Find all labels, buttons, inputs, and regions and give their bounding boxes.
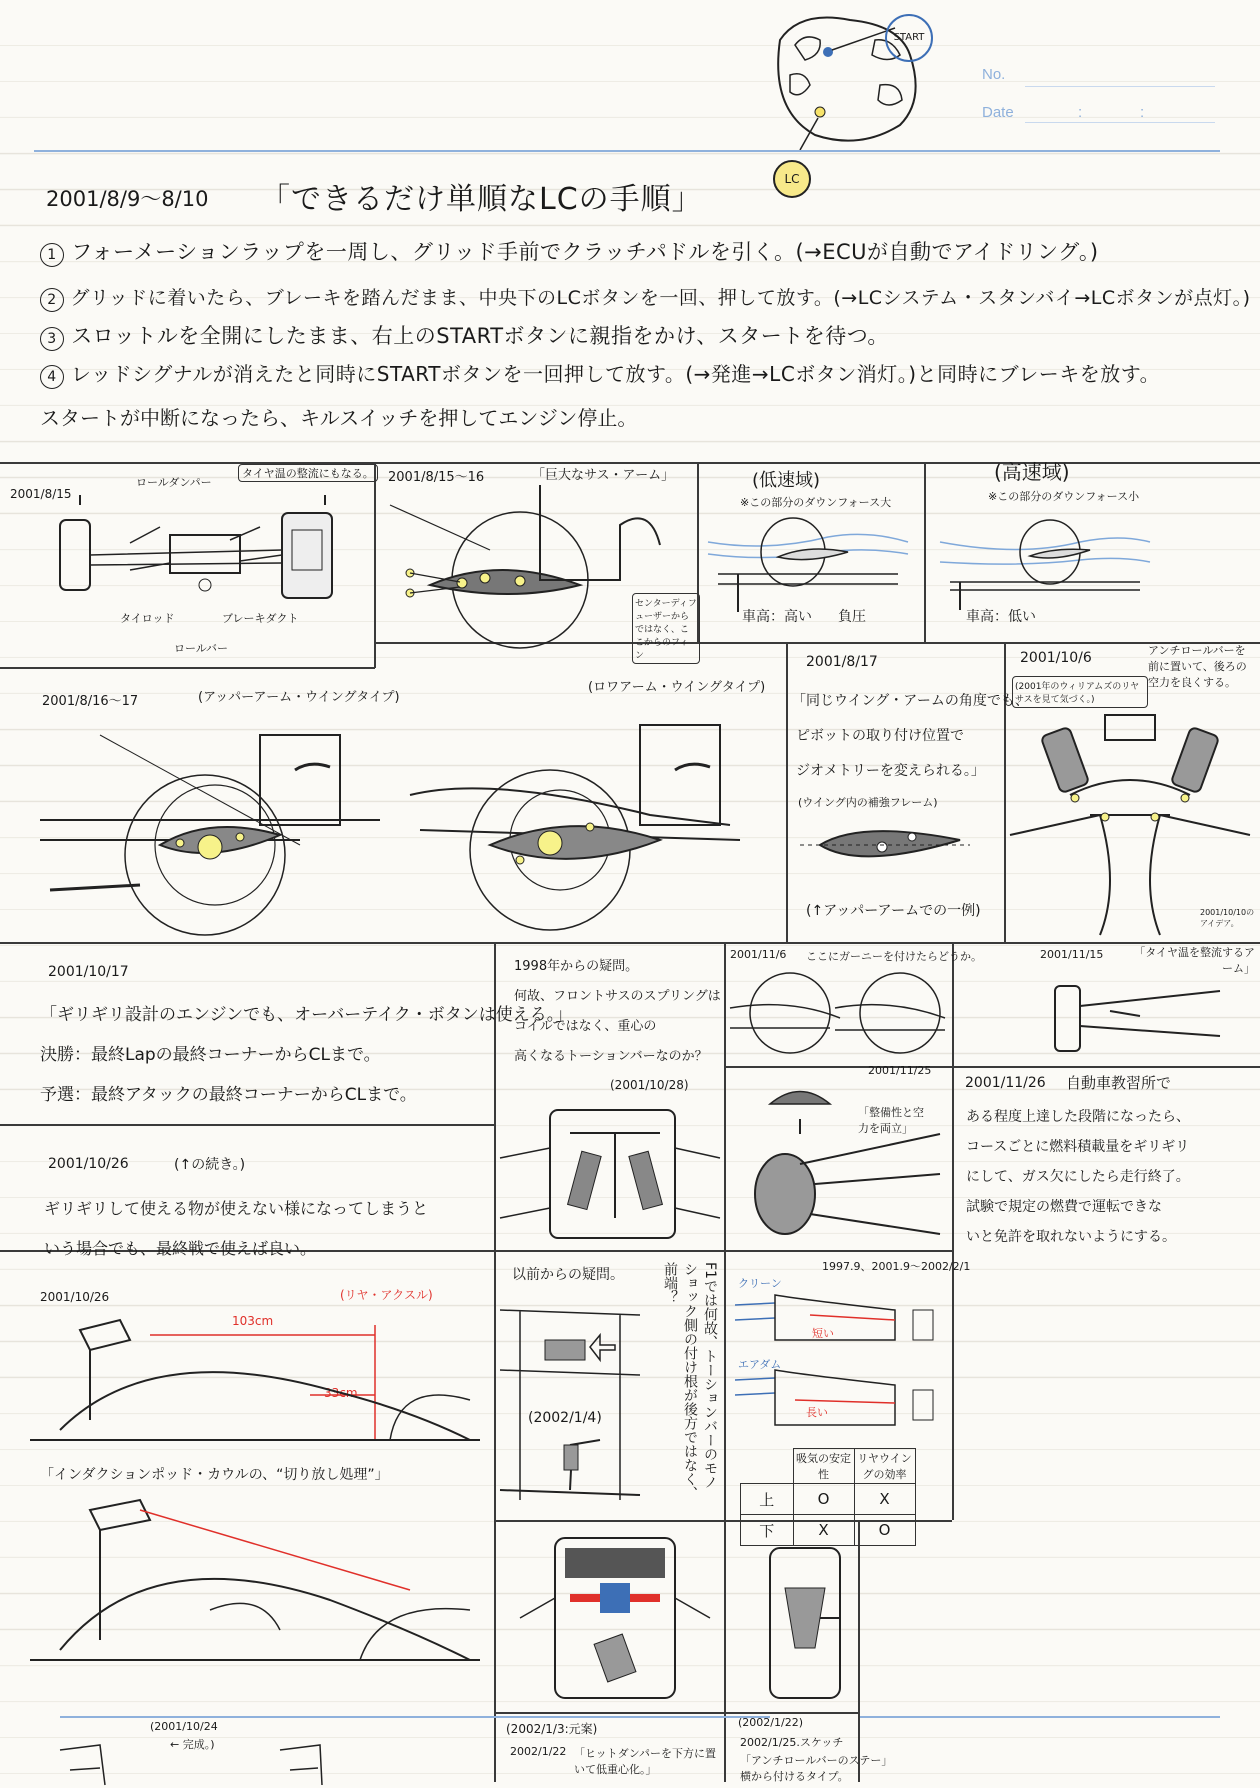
no-line [1025, 86, 1215, 87]
step-number: 1 [40, 243, 64, 267]
p20-stay-sketch [760, 1528, 850, 1708]
p14-text: (↑の続き。) [174, 1157, 246, 1173]
p4-title: (高速域) [994, 460, 1070, 484]
p3-sub: ※この部分のダウンフォース大 [740, 496, 892, 509]
date-sep-1: : [1078, 104, 1083, 121]
p4-wing-sketch [940, 512, 1160, 612]
rule [0, 942, 1260, 944]
p12-date: 2001/11/25 [868, 1064, 932, 1077]
rule [858, 1520, 860, 1782]
p17-date: 1997.9、2001.9～2002/2/1 [822, 1260, 971, 1273]
p12-text: 「整備性と空力を両立」 [858, 1106, 924, 1135]
rule [494, 942, 496, 1782]
table-cell: X [793, 1515, 854, 1546]
p11-arm-sketch [1050, 976, 1240, 1061]
rule [924, 462, 926, 642]
p13-line6: いと免許を取れないようにする。 [966, 1229, 1176, 1245]
p16-sketch [500, 1290, 650, 1515]
p6-wing-frame-sketch [800, 815, 970, 875]
p8-date: 2001/10/17 [48, 964, 129, 980]
p13-line2: ある程度上達した段階になったら、 [966, 1109, 1190, 1125]
date-label: Date [982, 104, 1014, 121]
p3-title: (低速域) [752, 470, 821, 491]
p19-damper-sketch [520, 1528, 710, 1708]
p5-left-sketch [40, 725, 390, 935]
step-text: レッドシグナルが消えたと同時にSTARTボタンを一回押して放す。(→発進→LCボタン消灯。)と同時にブレーキを放す。 [70, 362, 1161, 386]
p10-date: 2001/11/6 [730, 948, 787, 961]
p18-done: ← 完成。) [170, 1738, 215, 1751]
p19-text: 「ヒットダンパーを下方に置いて低重心化。」 [574, 1747, 717, 1776]
p9-text3: コイルではなく、重心の [514, 1019, 657, 1034]
rule [724, 1712, 858, 1714]
step-1 [40, 236, 1099, 267]
table-cell [741, 1449, 794, 1484]
p9-text4: 高くなるトーションバーなのか？ [514, 1049, 708, 1064]
step-number: 2 [40, 288, 64, 312]
rule [374, 642, 1260, 644]
p16-vertical: F1では何故、トーションバーのモノショック側の付け根が後方ではなく、前端？ [662, 1262, 718, 1500]
p18-date: (2001/10/24 [150, 1720, 218, 1733]
step-4 [40, 358, 1160, 389]
p10-gurney-sketch [730, 968, 945, 1063]
p1-label-rollbar: ロールバー [174, 642, 229, 655]
p6-text3: ジオメトリーを変えられる。」 [796, 763, 985, 779]
p13-line3: コースごとに燃料積載量をギリギリ [966, 1139, 1190, 1155]
p20-text2: 横から付けるタイプ。 [740, 1770, 849, 1783]
p17-sketch [735, 1285, 945, 1435]
p18-sketch [60, 1730, 440, 1785]
p9-text1: 1998年からの疑問。 [514, 959, 639, 974]
table-header-row [741, 1449, 916, 1484]
p17-label-long: 長い [806, 1406, 828, 1419]
step-number: 4 [40, 365, 64, 389]
step-2 [40, 283, 1251, 312]
p2-title: 「巨大なサス・アーム」 [532, 468, 675, 483]
lc-badge: LC [773, 160, 811, 198]
rule [0, 1124, 495, 1126]
p10-text: ここにガーニーを付けたらどうか。 [806, 950, 982, 963]
p13-line1: 自動車教習所で [1066, 1074, 1172, 1092]
step-note: スタートが中断になったら、キルスイッチを押してエンジン停止。 [40, 406, 638, 430]
table-row [741, 1484, 916, 1515]
rule [0, 667, 375, 669]
p15-cowl-sketch-2 [30, 1490, 480, 1680]
rule [952, 1066, 954, 1252]
p6-caption: (↑アッパーアームでの一例) [806, 903, 981, 919]
p6-text2: ピボットの取り付け位置で [796, 728, 964, 744]
p1-label-rolldamper: ロールダンパー [136, 476, 212, 489]
p13-line5: 試験で規定の燃費で運転できな [966, 1199, 1162, 1215]
p11-text: 「タイヤ温を整流するアーム」 [1134, 946, 1255, 975]
p15-date: 2001/10/26 [40, 1290, 110, 1304]
p13-date: 2001/11/26 [965, 1075, 1046, 1091]
p19-date2: 2002/1/22 [510, 1745, 567, 1758]
p3-wing-sketch [708, 512, 918, 617]
p5-date: 2001/8/16～17 [42, 694, 139, 709]
p6-text1: 「同じウイング・アームの角度でも、 [792, 693, 1029, 709]
table-cell: 下 [741, 1515, 794, 1546]
p7-antiroll-sketch [1010, 705, 1250, 935]
p15-red-label: (リヤ・アクスル) [340, 1288, 433, 1302]
p6-sub: (ウイング内の補強フレーム) [798, 796, 938, 809]
p19-date1: (2002/1/3:元案) [506, 1722, 598, 1736]
p4-sub: ※この部分のダウンフォース小 [988, 490, 1140, 503]
p9-torsion-sketch [500, 1098, 720, 1248]
rule [1004, 642, 1006, 942]
p9-date: (2001/10/28) [610, 1078, 689, 1092]
p3-label-neg: 負圧 [838, 609, 866, 625]
p7-date: 2001/10/6 [1020, 650, 1092, 666]
p8-line2: 決勝：最終Lapの最終コーナーからCLまで。 [40, 1045, 381, 1065]
table-cell: O [854, 1515, 915, 1546]
table-cell: O [793, 1484, 854, 1515]
step-text: フォーメーションラップを一周し、グリッド手前でクラッチパドルを引く。(→ECUが自動でアイドリング。) [71, 240, 1099, 264]
date-line [1025, 122, 1215, 123]
p12-sketch [740, 1074, 950, 1244]
p20-text: 「アンチロールバーのステー」 [740, 1754, 893, 1767]
p20-date2: 2002/1/25.スケッチ [740, 1736, 844, 1749]
p1-label-tierod: タイロッド [120, 612, 175, 625]
p1-suspension-sketch [60, 495, 360, 615]
table-cell: 上 [741, 1484, 794, 1515]
footer-rule [860, 1716, 1220, 1718]
p5-left-title: (アッパーアーム・ウイングタイプ) [198, 690, 400, 705]
p3-label-height: 車高：高い [742, 609, 812, 625]
rule [786, 642, 788, 942]
p1-date: 2001/8/15 [10, 487, 72, 501]
date-sep-2: : [1140, 104, 1145, 121]
header-rule [34, 150, 1220, 152]
footer-rule [60, 1716, 770, 1718]
p14-date: 2001/10/26 [48, 1156, 129, 1172]
p1-label-brakeduct: ブレーキダクト [222, 612, 299, 625]
rule [374, 462, 376, 668]
no-label: No. [982, 66, 1006, 83]
p1-label-tire: タイヤ温の整流にもなる。 [238, 464, 378, 482]
p8-line1: 「ギリギリ設計のエンジンでも、オーバーテイク・ボタンは使える。」 [40, 1005, 573, 1025]
p4-label-height: 車高：低い [966, 609, 1036, 625]
p15-dim2: 33cm [324, 1386, 358, 1400]
p5-right-sketch [410, 715, 740, 930]
p17-label-short: 短い [812, 1327, 834, 1340]
p17-label-air: エアダム [738, 1358, 782, 1371]
p14-line1: ギリギリして使える物が使えない様になってしまうと [44, 1199, 429, 1218]
p17-label-clean: クリーン [738, 1277, 782, 1290]
p6-date: 2001/8/17 [806, 654, 878, 670]
table-cell: X [854, 1484, 915, 1515]
p16-date: (2002/1/4) [528, 1410, 602, 1426]
p20-date1: (2002/1/22) [738, 1716, 803, 1729]
rule [724, 942, 726, 1782]
table-cell: 吸気の安定性 [793, 1449, 854, 1484]
step-3 [40, 320, 889, 351]
step-number: 3 [40, 327, 64, 351]
p7-text: アンチロールバーを前に置いて、後ろの空力を良くする。 [1148, 644, 1247, 689]
table-cell: リヤウイングの効率 [854, 1449, 915, 1484]
title-date: 2001/8/9～8/10 [46, 187, 209, 211]
p9-text2: 何故、フロントサスのスプリングは [514, 989, 721, 1004]
step-text: グリッドに着いたら、ブレーキを踏んだまま、中央下のLCボタンを一回、押して放す。(→LCシステム・スタンバイ→LCボタンが点灯。) [70, 287, 1251, 309]
p13-line4: にして、ガス欠にしたら走行終了。 [966, 1169, 1190, 1185]
rule [724, 1066, 1260, 1068]
p7-sub: (2001年のウィリアムズのリヤサスを見て気づく。) [1012, 676, 1148, 708]
start-badge: START [885, 14, 933, 62]
p15-caption: 「インダクションポッド・カウルの、“切り放し処理”」 [40, 1467, 389, 1483]
p15-cowl-sketch [30, 1300, 480, 1450]
p15-dim1: 103cm [232, 1314, 274, 1328]
p7-note: 2001/10/10のアイデア。 [1200, 908, 1255, 928]
rule [952, 1250, 954, 1520]
p11-date: 2001/11/15 [1040, 948, 1104, 961]
rule [495, 1250, 724, 1252]
page-title: 「できるだけ単順なLCの手順」 [260, 182, 703, 217]
p8-line3: 予選：最終アタックの最終コーナーからCLまで。 [40, 1085, 417, 1105]
step-text: スロットルを全開にしたまま、右上のSTARTボタンに親指をかけ、スタートを待つ。 [71, 324, 889, 348]
p2-label-center: センターディフューザーからではなく、ここからのフィン [632, 593, 700, 664]
p16-title: 以前からの疑問。 [512, 1267, 624, 1283]
p5-right-title: (ロワアーム・ウイングタイプ) [588, 680, 766, 695]
p14-line2: いう場合でも、最終戦で使えば良い。 [44, 1239, 317, 1258]
p2-date: 2001/8/15～16 [388, 470, 485, 485]
